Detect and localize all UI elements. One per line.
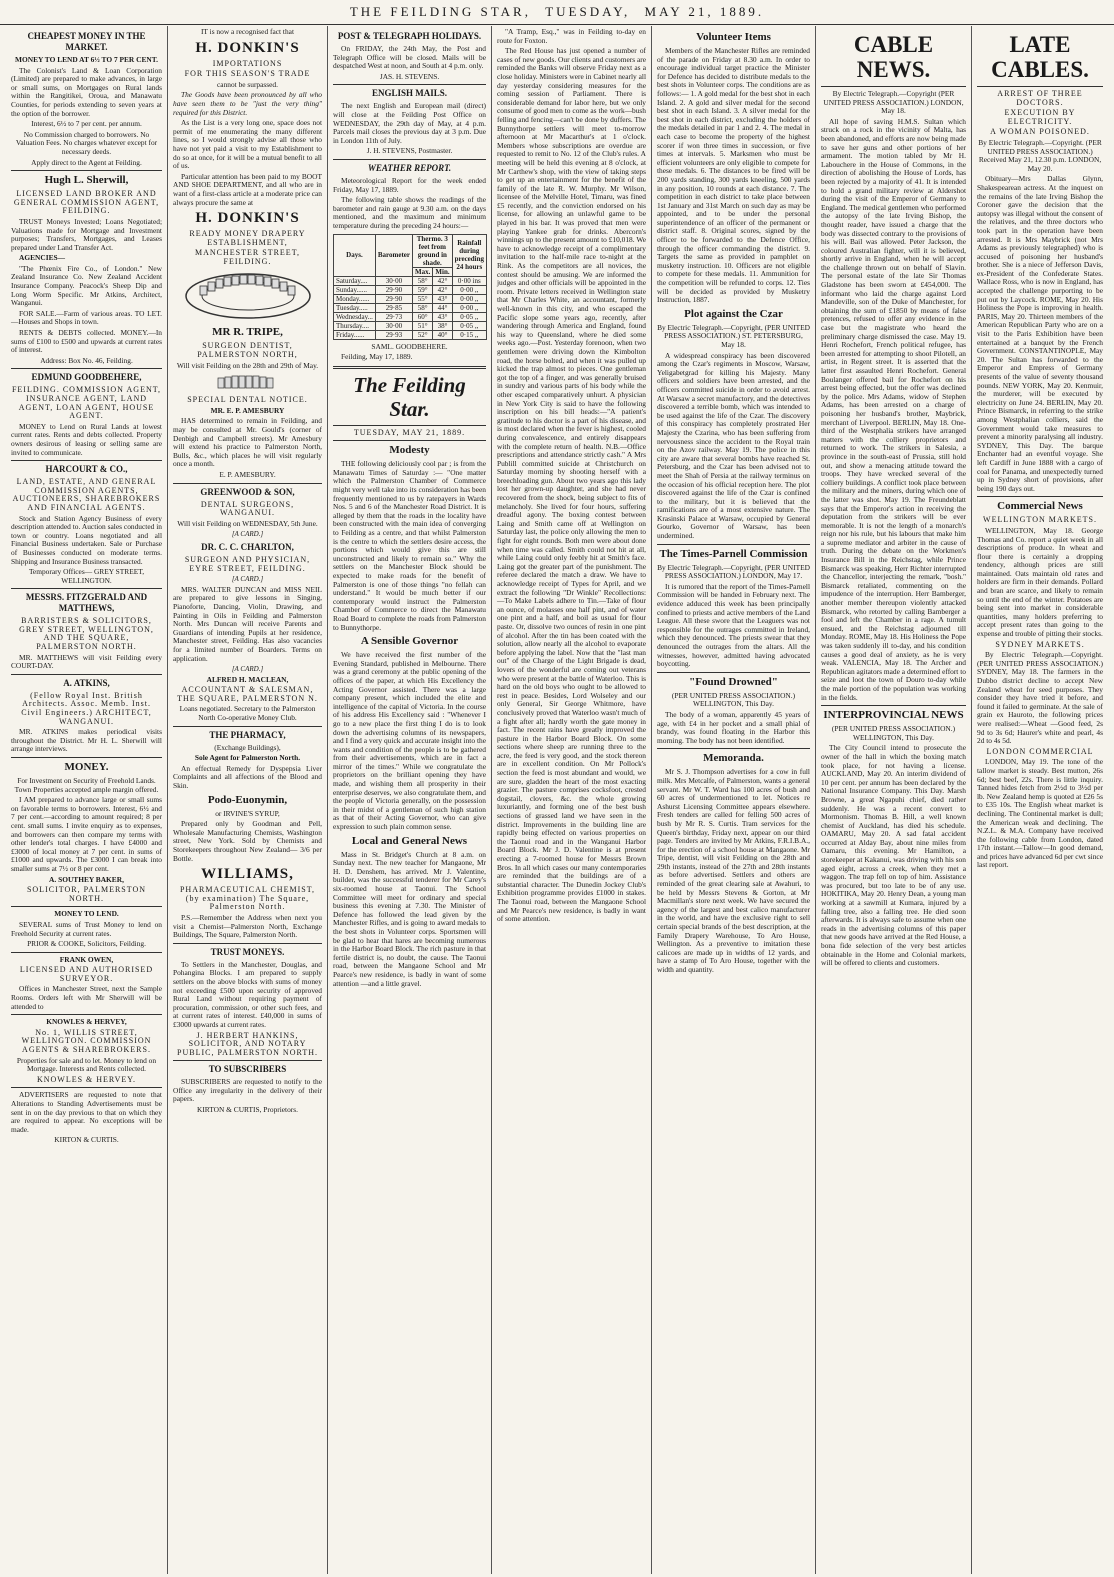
williams-name: WILLIAMS,: [201, 866, 294, 883]
czar-body: A widespread conspiracy has been discovered among the Czar's regiments in Moscow, Warsaw, Yeligabetgrad for killing his Majesty. Many officers and soldiers have been arrested, and the officers committed suicide in order to avoid arrest. At Warsaw a secret manufactory, and the detectives discovered a terrible bomb, which was intended to be used against the life of the Czar. The discovery of this conspiracy has completely prostrated Her Majesty the Czarina, who has been suffering from nervousness since the accident to the Royal train on the Azov railway. May 19. The police in this city are aware that several bombs have reached St. Petersburg, and the Czar has been advised not to meet the Shah of Persia at the railway terminus on the occasion of his official reception here. The plot discovered against the life of the Czar is confined to the military, but it is believed that the ramifications are of a most extensive nature. The Krasinski Palace at Warsaw, occupied by General Gourko, Governor of Warsaw, has been undermined.: [657, 350, 810, 541]
podo-body: Prepared only by Goodman and Pell, Wholesale Manufacturing Chemists, Washington street, New York. Sold by Chemists and Storekeepers throughout New Zealand— 3/6 per Bottle.: [173, 819, 322, 863]
knowles-name: KNOWLES & HERVEY,: [46, 1017, 127, 1027]
drowned-body: The body of a woman, apparently 45 years of age, with £4 in her pocket and a small phial of brandy, was found floating in the Harbor this morning. The body has not been identified.: [657, 709, 810, 745]
card-label-1: [A CARD.]: [231, 530, 264, 539]
late-sub-1: ARREST OF THREE DOCTORS.: [997, 89, 1083, 107]
harcourt-body: Stock and Station Agency Business of every description attended to. Auction sales conducted in town or country. Loans negotiated and all Financial Business undertaken. Sale or Purchase of Businesses conducted on moderate terms. Shipping and Insurance Business transacted.: [11, 513, 162, 566]
pharmacy-agent: Sole Agent for Palmerston North.: [194, 753, 301, 763]
local-news-continued: The Red House has just opened a number of cases of new goods. Our clients and customers are reminded the Banks will observe Friday next as a close holiday. Ministers were in Cabinet nearly all day yesterday considering measures for the coming session of Parliament. There is considerable demand for labor here, but we only consume of good men to come as the work—bush felling and fencing—can't be done by duffers. The Bunnythorpe settlers will meet to-morrow afternoon at Mr Macarthur's at 1 o'clock. Members whose subscriptions are overdue are requested to remit to No. 12 of the Club's rules. A meeting will be held this evening at 8 o'clock, at Mr Carthew's shop, with the view of taking steps to get up an entertainment for the benefit of the family of the late R. W. Murphy. Mr Wilson, licensee of the Melville Hotel, Timaru, was fined £5 recently, and the conviction endorsed on his license, for allowing an unlawful game to be played in his bar. It was proved that men were playing Yankee grab for drinks. Abercorn's winnings up to the present amount to £10,018. We have to acknowledge receipt of a complimentary invitation to the half-mile race to-night at the Rink. As the competitors are all novices, the contest should be amusing. We are informed the judges and other officials will be appointed in the room. Private letters received in Wellington state that Mr Charles White, an accountant, formerly well-known in this city, and who escaped the Pacific slope some years ago, recently, after wandering through America and England, found his way to Queensland, where he died some weeks ago.—Post. Yesterday forenoon, when two gentlemen were driving down the Kimbolton road, the horse bolted, and when it was pulled up kicked the trap almost to pieces. One gentleman got the top of a finger, and was generally bruised in sundry and various parts of his body while the other escaped comparatively unhurt. A physician in New York City is said to have the following inscription on his bill heads:—"A patient's gratitude to his doctor is a part of his disease, and is most declared when the fever is highest, cooled during convalescence, and entirely disappears with the complete return of health. N.B.—Office prescriptions and attendance strictly cash." A Mrs Publill committed suicide at Christchurch on Saturday morning by shooting herself with a breechloading gun. About two years ago this lady lost her grown-up daughter, and she had never recovered from the shock, being subject to fits of melancholy. She lived for four hours, suffering dreadful agony. The boxing contest between Laing and Smith came off at Wellington on Saturday last, the police only allowing the men to fight for eight rounds. Both men were about done when time was called. Smith could not hit at all, while Laing could only feebly hit at Smith's face. Laing got the greater part of the punishment. The referee declared the match a draw. We have to acknowledge receipt of Types for April, and we extract the following "Dr Winkle" Recollections:—To Make Labels adhere to Tin.—Take of flour an ounce, of molasses one half pint, and of water one pint and a half, and boil as usual for flour paste. Or, dissolve two ounces of resin in one pint of alcohol. After the tin has been coated with the solution, allow nearly all the alcohol to evaporate before applying the label. Now that the "last man out" of the Charge of the Light Brigade is dead, lovers of the wonderful are coming out veterans who were present at the battle of Waterloo. This is hard on the old boys who ought to be allowed to rest in peace. Besides, Lord Wolseley and our only General, Sir George Whitmore, have conclusively proved that Waterloo wasn't much of a fight after all; hardly worth the gate money in fact. The recent rains have greatly improved the pasture in the Harbor Board Block. On some sections where sheep are running three to the acre, the feed is very good, and the stock thereon are in excellent condition. On Mr Pollock's section the feed is most abundant and would, we are sure, gladden the heart of the most exacting grazier. The pasture comprises cocksfoot, crested dogstail, clovers, &c. the whole growing luxuriantly, and forming one of the best bush sections of grassed land we have seen in the district. Improvements in the building line are rapidly being effected on various properties on the Taonui road and in the Wanganui Harbor Board Block. Mr J. D. Valentine is at present erecting a 7-roomed house for Messrs Brown Bros. In all which cases our many contemporaries are reminded that the buildings are of a substantial character. The Dunedin Jockey Club's Exhibition programme provides £1000 in stakes. The Taonui road, between the Mangaone School and Mr Pearce's new residence, is badly in want of some attention.: [497, 46, 646, 924]
volunteer-title: Volunteer Items: [696, 31, 771, 43]
weather-cell: Saturday....: [334, 276, 376, 285]
teeth-small-illustration: [213, 374, 283, 392]
agencies-list: "The Phœnix Fire Co., of London." New Zealand Insurance Co. New Zealand Accident Insurance Company. Peacock's Sheep Dip and Long Worm Specific. Mr Atkins, Architect, Wanganui.: [11, 263, 162, 308]
modesty-body: THE following deliciously cool par ; is from the Manawatu Times of Saturday :— "One matter which the Palmerston Chamber of Commerce might very well take into its consideration has been frequently mentioned to us by ratepayers in Wards Nos. 5 and 6 of the Manchester Road District. It is alleged by them that the roads in the locality have been constructed with the main idea of converging to Feilding as a centre, and that whilst Palmerston is the centre to which the settlers desire access, the portions which would give this are still unconstructed and likely to remain so." Why the settlers on the Manchester Block should be expected to make roads for the benefit of Palmerston is one of those things "no fellah can understand." It would be much better if our contemporary would instruct the Palmerston Chamber of Commerce to direct the Manawatu Road Board to complete the roads from Palmerston to Bunnythorpe.: [333, 459, 486, 632]
weather-cell: 29·85: [375, 303, 412, 312]
cable-body: All hope of saving H.M.S. Sultan which struck on a rock in the vicinity of Malta, has been abandoned, and efforts are now being made to save her guns and other portions of her armament. The motion tabled by Mr H. Labouchere in the House of Commons, in the direction of abolishing the House of Lords, has been rejected by a majority of 41. It is intended to hold a grand military review at Aldershot during the visit of the Emperor of Germany to England. The medical gentlemen who performed the autopsy of the late Irving Bishop, the thought reader, have issued a charge that the body was dissected contrary to the provisions of his will. Bail was allowed. Peter Jackson, the coloured Australian fighter, will it is believed, shortly arrive in England, when he will accept the challenge thrown out on behalf of Slavin. The personal estate of the late Sir Thomas Gladstone has been sworn at £454,000. The informant who laid the charge against Lord Mandeville, son of the Duke of Manchester, for obtaining the sum of £1850 by means of false pretences, refused to offer any evidence in the case but the magistrate who heard the preliminary charge dismissed the case. May 19. Henri Rochefort, French political refugee, has been arrested for attempting to shoot Pilotell, an artist, in Regent street. It is asserted that the latter first assaulted Henri Rochefort. General Boulanger offered bail for Rochefort on his arrest being effected, but the offer was declined by the police. Mrs Adams, widow of Stephen Adams, has been arrested on a charge of poisoning her husband's brother, Maybrick, merchant of Liverpool. BERLIN, May 18. One-third of the Westphalia strikers have arranged matters with the colliery proprietors and returned to work. The strikers in Salesia, a province in the south-east of Prussia, still hold out, and show a menacing attitude toward the troops. They have wrecked several of the colliery buildings. A conflict took place between the military and the miners, during which one of the latter was shot. May 19. The Freundeblatt says that the Emperor's action in receiving the deputation from the strikers will be ever memorable. It is not the length of a monarch's reign nor his rule, but his labours that make him a supreme mediator and arbiter in the cause of truth. During the debate on the Workmen's Insurance Bill in the Reichstag, while Prince Bismarck was speaking, Herr Richter interrupted the Chancellor, interjecting the remark, "bosh." Bismarck retaliated, commenting on the impudence of the interruption. Herr Bamberger, another member thereupon violently attacked Bismarck, who retorted by calling Bamberger a fool and left the Chamber in a rage. A tumult ensued, and the Reichstag adjourned till Monday. ROME, May 18. His Holiness the Pope was taken suddenly ill to-day, and his condition causes a good deal of anxiety, as he is very weak. VALENCIA, May 18. The Archer and Republican agitators made a determined effort to seize and loot the town of Douro to-day while the male portion of the population was working in the fields.: [821, 116, 966, 702]
weather-cell: 38°: [433, 321, 452, 330]
knowles-body: Properties for sale and to let. Money to lend on Mortgage. Interests and Rents collected.: [16, 1055, 157, 1074]
weather-cell: 30·00: [375, 276, 412, 285]
sherwill-name: Hugh L. Sherwill,: [44, 174, 129, 187]
podo-by: or IRVINE'S SYRUP,: [215, 808, 280, 818]
weather-cell: 0·05 ,,: [452, 312, 486, 321]
weather-cell: 40°: [433, 330, 452, 339]
memoranda-title: Memoranda.: [703, 752, 764, 765]
for-sale: FOR SALE.—Farm of various areas. TO LET.—Houses and Shops in town.: [11, 308, 162, 327]
mails-title: ENGLISH MAILS.: [371, 88, 448, 99]
charlton-name: DR. C. C. CHARLTON,: [201, 541, 294, 552]
holidays-body: On FRIDAY, the 24th May, the Post and Telegraph Office will be closed. Mails will be despatched West at noon, and South at 4 p.m. only.: [333, 44, 486, 71]
sherwill-role: LICENSED LAND BROKER AND GENERAL COMMISSION AGENT, FEILDING.: [13, 189, 160, 216]
weather-cell: 59°: [413, 285, 433, 294]
late-sub-2: EXECUTION BY ELECTRICITY.: [1004, 108, 1076, 126]
ad-interest: Interest, 6½ to 7 per cent. per annum.: [31, 119, 142, 129]
weather-cell: 0·00 ,,: [452, 303, 486, 312]
column-5: [652, 26, 816, 1574]
weather-cell: 60°: [413, 312, 433, 321]
maclean-role: ACCOUNTANT & SALESMAN, THE SQUARE, PALMERSTON N.: [177, 685, 318, 703]
prior-cooke: PRIOR & COOKE, Solicitors, Feilding.: [27, 939, 146, 949]
late-body: Obituary—Mrs Dallas Glynn, Shakespearean actress. At the inquest on the remains of the late Irving Bishop the Coroner gave the decision that the autopsy was illegal without the consent of the relatives, and the three doctors who took part in the operation have been arrested. It is Mrs Maybrick (not Mrs Adams as previously telegraphed) who is accused of poisoning her husband's brother. She is a niece of Jefferson Davis, ex-President of the Confederate States. Wallace Ross, who is now in England, has accepted the challenge purporting to be put out by Laycock. ROME, May 20. His Holiness the Pope is improving in health. PARIS, May 20. Thirteen members of the American Republican Party who are on a visit to the Paris Exhibition have been entertained at a banquet by the French Government. CONSTANTINOPLE, May 20. The Sultan has forwarded to the Emperor and Empress of Germany presents of the value of seventy thousand pounds. NEW YORK, May 20. Kenmuir, the murderer, will be executed by electricity on June 24. BERLIN, May 20. Prince Bismarck, in referring to the strike among Westphalian colliers, said the Government would take measures to prevent a minority paralysing all industry. SYDNEY, This Day. The barque Enchanter had an eventful voyage. She left Cardiff in June 1888 with a cargo of coal for Panama, and unexpectedly turned up in Sydney short of provisions, after being 190 days out.: [977, 174, 1103, 493]
late-cables-title: LATE CABLES.: [991, 32, 1089, 82]
hankins: J. HERBERT HANKINS, SOLICITOR, AND NOTARY PUBLIC, PALMERSTON NORTH.: [177, 1030, 318, 1057]
owen-name: FRANK OWEN,: [59, 954, 114, 964]
interprovincial-body: The City Council intend to prosecute the owner of the hall in which the boxing match took place, for not having a license. AUCKLAND, May 20. An interim dividend of 10 per cent. per annum has been declared by the National Insurance Company. This Day. Marsh Browne, a great Ngapuhi chief, died rather suddenly. He was a recent convert to Mormonism. Thomas B. Hill, a well known chemist of Auckland, has died his schedule. OAMARU, May 20. A sad fatal accident occurred at Alday Bay, about nine miles from Oamaru, this evening. Mr Hamilton, a storekeeper at Kakanui, was driving with his son aged eight, across a creek, when they met a waggon. The trap fell on top of him. Assistance was procured, but too late to be of any use. HOKITIKA, May 20. Henry Dean, a young man working at a sawmill at Kumara, injured by a falling tree, also a falling tree. He died soon afterwards. It is always safe to assume when one reads in the advertising columns of this paper that new goods have arrived at the Red House, a bona fide selection of the very best articles obtainable in the Home and Colonial markets, will be offered to clients and customers.: [821, 743, 966, 968]
weather-table: [333, 234, 487, 340]
column-2: [168, 26, 328, 1574]
weather-cell: 58°: [413, 303, 433, 312]
parnell-title: The Times-Parnell Commission: [659, 547, 808, 560]
ad-subtitle: MONEY TO LEND AT 6½ TO 7 PER CENT.: [15, 55, 158, 64]
kirton-curtis: KIRTON & CURTIS.: [54, 1135, 119, 1145]
holidays-title: POST & TELEGRAPH HOLIDAYS.: [337, 31, 482, 41]
column-4: [492, 26, 652, 1574]
late-sub-3: A WOMAN POISONED.: [990, 127, 1090, 137]
fitzgerald-role: BARRISTERS & SOLICITORS, GREY STREET, WELLINGTON, AND THE SQUARE, PALMERSTON NORTH.: [19, 616, 154, 652]
williams-role: PHARMACEUTICAL CHEMIST, (by examination) The Square, Palmerston North.: [179, 885, 315, 912]
weather-cell: Friday......: [334, 330, 376, 339]
interprovincial-head: (PER UNITED PRESS ASSOCIATION.) WELLINGTON, This Day.: [831, 724, 956, 742]
harcourt-role: LAND, ESTATE, AND GENERAL COMMISSION AGENTS, AUCTIONEERS, SHAREBROKERS AND FINANCIAL AGENTS.: [12, 477, 161, 512]
knowles-role: No. 1, WILLIS STREET, WELLINGTON. COMMISSION AGENTS & SHAREBROKERS.: [21, 1027, 152, 1055]
trust-title: TRUST MONEYS.: [210, 946, 285, 957]
column-6: [816, 26, 972, 1574]
mails-body: The next English and European mail (direct) will close at the Feilding Post Office on WEDNESDAY, the 29th day of May, at 4 p.m. Parcels mail closes the previous day at 3 p.m. Due in London 11th of July.: [333, 101, 486, 145]
memoranda-body: Mr S. J. Thompson advertises for a cow in full milk. Mrs Metcalfe, of Palmerston, wants a general servant. Mr W. T. Ward has 100 acres of bush and 60 acres of undermentioned to let. Notices re Ashurst Licensing Committee appears elsewhere. Fresh tenders are called for felling 500 acres of bush by Mr R. S. Curtis. Tram services for the Queen's birthday, Friday next, appear on our third page. Tenders are invited by Mr Atkins, F.R.I.B.A., for the erection of a school house at Mangaone. Mr Tripe, dentist, will visit Feilding on the 28th and 29th instants, instead of the 27th and 28th instants as before advertised. Settlers and others are reminded of the great clearing sale at Awahuri, to be held by Messrs Stevens & Gorton, at Mr Macmillan's store next week. We have secured the agency of the largest and best calico manufacturer in the world, and have the exclusive right to sell certain special brands of the best description, at the Family Drapery Warehouse, To Aro House, Wellington. As a preventive to imitation these calicoes are made up in widths of 12 yards, and have a stamp of To Aro House, together with the width and quantity.: [657, 767, 810, 974]
owen-body: Offices in Manchester Street, next the Sample Rooms. Orders left with Mr Sherwill will be attended to: [11, 984, 162, 1011]
weather-cell: 29·93: [375, 330, 412, 339]
weather-cell: 29·90: [375, 294, 412, 303]
cable-title: CABLE NEWS.: [853, 32, 934, 82]
knowles-foot: KNOWLES & HERVEY.: [36, 1074, 137, 1084]
column-1: [6, 26, 168, 1574]
money-body: For Investment on Security of Freehold Lands. Town Properties accepted ample margin offered.: [14, 776, 159, 794]
donkin-address: MANCHESTER STREET, FEILDING.: [195, 248, 300, 266]
dentures-illustration: [178, 270, 318, 322]
trust-body: To Settlers in the Manchester, Douglas, and Pohangina Blocks. I am prepared to supply settlers on the above blocks with sums of money not exceeding £500 upon security of approved Rural Land without requiring payment of procuration, commission, or other such fees, and at current rates of interest. £40,000 in sums of £3000 upwards at current rates.: [173, 959, 322, 1029]
matthews-visit: MR. MATTHEWS will visit Feilding every COURT-DAY.: [11, 652, 162, 671]
weather-cell: 29·73: [375, 312, 412, 321]
goodbehere-body: MONEY to Lend on Rural Lands at lowest current rates. Rents and debts collected. Property owners desirous of leasing or selling same are invited to communicate.: [11, 421, 162, 457]
baker-name: A. SOUTHEY BAKER,: [49, 874, 124, 884]
volunteer-body: Members of the Manchester Rifles are reminded of the parade on Friday at 8.30 a.m. In order to encourage individual target practice the Minister for Defence has decided to distribute medals to the best shots in Volunteer corps. The conditions are as follows:— 1. A gold medal for the best shot in each Island. 2. A gold and silver medal for the second best shot in each Island. 3. A silver medal for the best shot in each district, excluding the holders of the medals detailed in par 1 and 2. 4. The medal in each case to become the property of the highest scorer if won three times in succession, or five times at intervals. 5. Marksmen who must be efficient volunteers are only eligible to compete for these medals. 6. The distances to be fired will be 200 yards standing, 300 yards kneeling, 500 yards in any position, 10 rounds at each distance. 7. The competition in each district to take place between 1st January and 31st March on such day as may be appointed, and to be under the personal superintendence of an officer of the permanent or district staff. 8. Original scores, signed by the officer to be forwarded to the Defence Office, through the officer commanding the district. 9. Targets the same as provided in pamphlet on musketry instruction. 10. Officers are not eligible to compete for these medals. 11. Ammunition for the competition will be refunded to corps. 12. Ties will be decided as provided by Musketry Instruction, 1887.: [657, 46, 810, 305]
fitzgerald-name: MESSRS. FITZGERALD AND MATTHEWS,: [25, 592, 148, 614]
donkin-title: H. DONKIN'S: [195, 39, 300, 56]
owen-role: LICENSED AND AUTHORISED SURVEYOR.: [19, 965, 154, 983]
weather-title: WEATHER REPORT.: [367, 162, 452, 173]
paper-date: TUESDAY, MAY 21, 1889.: [353, 427, 466, 437]
weather-cell: 0·00 ,,: [452, 285, 486, 294]
weather-cell: Monday......: [334, 294, 376, 303]
weather-header-barometer: Barometer: [375, 234, 412, 276]
subscribers-body: SUBSCRIBERS are requested to notify to the Office any irregularity in the delivery of their papers.: [173, 1077, 322, 1104]
commercial-title: Commercial News: [997, 500, 1083, 513]
governor-body: We have received the first number of the Evening Standard, published in Melbourne. There was a grand ceremony at the public opening of the offices of the paper, at which His Excellency the Acting Governor assisted. There was a large company present, which included the elite and intelligence of the capital of Victoria. In the course of his address His Excellency said : "Whenever I go to a new place the first thing I do is to look down the advertising columns of its newspapers, and I find a very quick and accurate insight into the wants and condition of the people is to be gathered from their advertisements, which are in fact a mirror of the times." While we congratulate the proprietors on the brilliant opening they have made, and wishing them all prosperity in their enterprise deserves, we also congratulate them, and the people of Victoria generally, on the possession in their midst of a gentleman of such high station as that of their Acting Governor, who can give expression to such plain common sense.: [333, 650, 486, 832]
weather-cell: 0·00 ,,: [452, 294, 486, 303]
column-3: [328, 26, 492, 1574]
address: Address: Box No. 46, Feilding.: [40, 355, 133, 365]
donkin-ready: READY MONEY DRAPERY ESTABLISHMENT,: [189, 229, 306, 247]
weather-cell: Sunday......: [334, 285, 376, 294]
pharmacy-sub: (Exchange Buildings),: [214, 742, 281, 752]
parnell-head: By Electric Telegraph.—Copyright, (PER UNITED PRESS ASSOCIATION.) LONDON, May 17.: [657, 562, 810, 581]
weather-row: [334, 294, 487, 303]
ad-body: The Colonist's Land & Loan Corporation (Limited) are prepared to make advances, in large or small sums, on Mortgages on Rural lands within the Rangitikei, Oroua, and Manawatu Counties, for periods extending to seven years at the option of the borrower.: [11, 65, 162, 118]
goodbehere-name: EDMUND GOODBEHERE,: [31, 372, 142, 383]
weather-table-body: [334, 276, 487, 339]
maclean-name: ALFRED H. MACLEAN,: [206, 674, 289, 684]
card-label-2: [A CARD.]: [231, 575, 264, 584]
late-head: By Electric Telegraph.—Copyright. (PER UNITED PRESS ASSOCIATION.) Received May 21, 12.30 p.m. LONDON, May 20.: [978, 137, 1102, 173]
atkins-body: MR. ATKINS makes periodical visits throughout the District. Mr H. L. Sherwill will arrange interviews.: [11, 727, 162, 754]
sydney-markets-title: SYDNEY MARKETS.: [995, 639, 1085, 649]
rents: RENTS & DEBTS collected. MONEY.—In sums of £100 to £500 and upwards at current rates of interest.: [11, 328, 162, 355]
weather-cell: 42°: [433, 276, 452, 285]
drowned-title: "Found Drowned": [689, 675, 778, 688]
cable-head: By Electric Telegraph.—Copyright (PER UNITED PRESS ASSOCIATION.) LONDON, May 18.: [823, 89, 964, 116]
london-commercial-title: LONDON COMMERCIAL: [986, 746, 1094, 756]
parnell-body: It is rumored that the report of the Times-Parnell Commission will be handed in February next. The evidence adduced this week has been principally confined to priests and active members of the Land League. All these swore that the Leaguers was not responsible for the outrages committed in Ireland, which they denounced. The priests swear that they denounced the outrages from the altars. All the witnesses, however, admitted having advocated boycotting.: [657, 581, 810, 669]
money-body-2: I AM prepared to advance large or small sums on favorable terms to borrowers. Interest, 6½ and 7 per cent.—according to amount required; 8 per cent. small sums. I invite enquiry as to expenses, and borrowers can then compare my terms with other lender's total charges. I have £4000 and £3000 of local money at 7 per cent. in sums of £1000 and upwards. The £3000 I can break into smaller sums at 7½ or 8 per cent.: [11, 795, 162, 873]
harcourt-name: HARCOURT & CO.,: [45, 464, 128, 475]
weather-body: The following table shows the readings of the barometer and rain gauge at 9.30 a.m. on the days mentioned, and the maximum and minimum temperature during the preceding 24 hours:—: [333, 195, 486, 230]
weather-row: [334, 321, 487, 330]
donkin-particular: Particular attention has been paid to my BOOT AND SHOE DEPARTMENT, and all who are in want of a first-class article at a moderate price can always procure the same at: [173, 171, 322, 207]
charlton-role: SURGEON AND PHYSICIAN, EYRE STREET, FEILDING.: [184, 554, 311, 573]
ad-notes: No Commission charged to borrowers. No Valuation Fees. No charges whatever except for necessary deeds.: [15, 129, 158, 156]
governor-title: A Sensible Governor: [360, 635, 459, 648]
weather-header-max: Max.: [413, 267, 433, 276]
weather-cell: 43°: [433, 294, 452, 303]
pharmacy-title: THE PHARMACY,: [209, 729, 286, 740]
weather-sig: SAML. GOODBEHERE.: [371, 341, 448, 351]
ad-title: CHEAPEST MONEY IN THE MARKET.: [27, 31, 146, 52]
money-title: MONEY.: [64, 761, 109, 773]
atkins-role: (Fellow Royal Inst. British Architects. Assoc. Memb. Inst. Civil Engineers.) ARCHITECT, WANGANUI.: [21, 690, 152, 726]
czar-title: Plot against the Czar: [684, 307, 783, 320]
local-title: Local and General News: [351, 834, 468, 847]
tramp-item: "A Tramp, Esq.," was in Feilding to-day en route for Foxton.: [497, 27, 646, 45]
amesbury-sig: E. P. AMESBURY.: [219, 470, 276, 479]
weather-cell: 0·05 ,,: [452, 321, 486, 330]
wellington-markets-body: WELLINGTON, May 18. George Thomas and Co. report a quiet week in all descriptions of produce. In wheat and flour there is certainly a dropping tendency, although prices are still maintained. Oats maintain old rates and holders are firm in their demands. Pollard and bran are scarce, and likely to remain so until the end of the winter. Potatoes are being sent into market in considerable quantities, many holders preferring to accept present rates than going to the expense and trouble of pitting their stocks.: [977, 525, 1103, 639]
tripe-body: Will visit Feilding on the 28th and 29th of May.: [176, 360, 319, 370]
donkin-title-2: H. DONKIN'S: [195, 210, 300, 227]
weather-cell: Tuesday.....: [334, 303, 376, 312]
ad-apply: Apply direct to the Agent at Feilding.: [31, 157, 142, 167]
weather-cell: Thursday....: [334, 321, 376, 330]
proprietors: KIRTON & CURTIS, Proprietors.: [196, 1105, 298, 1115]
drowned-head: (PER UNITED PRESS ASSOCIATION.) WELLINGTON, This Day.: [671, 690, 796, 709]
advertisers-notice: ADVERTISERS are requested to note that Alterations to Standing Advertisements must be sent in on the day previous to that on which they are required to appear. No exceptions will be made.: [11, 1090, 162, 1134]
weather-date: Feilding, May 17, 1889.: [341, 352, 413, 362]
goodbehere-role: FEILDING. COMMISSION AGENT, INSURANCE AGENT, LAND AGENT, LOAN AGENT, HOUSE AGENT.: [11, 385, 162, 421]
weather-row: [334, 285, 487, 294]
czar-head: By Electric Telegraph.—Copyright, (PER UNITED PRESS ASSOCIATION.) ST. PETERSBURG, May 18.: [657, 322, 810, 349]
sydney-markets-body: By Electric Telegraph.—Copyright. (PER UNITED PRESS ASSOCIATION.) SYDNEY, May 18. The farmers in the Dubbo district decline to accept New Zealand wheat for seed purposes. They consider they have tried it before, and found it failed to germinate. At the sale of grain ex Hauroto, the following prices were realised:—Wheat —Good feed, 2s 9d to 3s 6d; Haurer's white and pearl, 4s 2d to 4s 5d.: [977, 650, 1103, 746]
greenwood-body: Will visit Feilding on WEDNESDAY, 5th June.: [177, 518, 318, 528]
weather-cell: 29·90: [375, 285, 412, 294]
tripe-name: MR R. TRIPE,: [212, 326, 283, 339]
sherwill-body: TRUST Moneys Invested; Loans Negotiated; Valuations made for Mortgage and Investment purposes; Transfers, Mortgages, and Leases prepared under Land Transfer Act.: [11, 216, 162, 252]
local-body: Mass in St. Bridget's Church at 8 a.m. on Sunday next. The new teacher for Mangaone, Mr H. D. Denshem, has arrived. Mr J. Valentine, builder, was the successful tenderer for Mr Carey's six-roomed house at Taonui. The School Committee will meet for ordinary and special business this evening at 7.30. The Minister of Defence has followed the lead given by the Manchester Rifles, and is going to award medals to the best shots in Volunteer corps. Sportsmen will be glad to hear that hares are becoming numerous in the Harbor Board Block. The rich pasture in that fertile district is, no doubt, the cause. The Taonui road, between the Mangaone School and Mr Pearce's new residence, is badly in want of some attention —and a little gravel.: [333, 849, 486, 988]
weather-cell: 0·15 ,,: [452, 330, 486, 339]
masthead-date: MAY 21, 1889.: [644, 4, 765, 19]
weather-row: [334, 276, 487, 285]
weather-header-days: Days.: [334, 234, 376, 276]
weather-cell: 44°: [433, 303, 452, 312]
card-label-3: [A CARD.]: [231, 665, 264, 674]
weather-header-min: Min.: [433, 267, 452, 276]
wellington-markets-title: WELLINGTON MARKETS.: [983, 515, 1097, 525]
donkin-importations: IMPORTATIONS: [212, 58, 283, 68]
weather-header-rain: Rainfall during preceding 24 hours: [452, 234, 486, 276]
pharmacy-body: An effectual Remedy for Dyspepsia Liver Complaints and all affections of the Blood and Skin.: [173, 763, 322, 791]
baker-role: SOLICITOR, PALMERSTON NORTH.: [26, 885, 147, 903]
money-lend: MONEY TO LEND.: [54, 909, 119, 919]
duncan-body: MRS. WALTER DUNCAN and MISS NEIL are prepared to give lessons in Singing, Pianoforte, Dancing, Violin, Drawing, and Painting in Oils in Feilding and Palmerston North. Mrs Duncan will receive Parents and Guardians of intending Pupils at her residence, Manchester street, Feilding. Has also vacancies for a limited number of Boarders. Terms on application.: [173, 584, 322, 663]
several-sums: SEVERAL sums of Trust Money to lend on Freehold Security at current rates.: [11, 919, 162, 938]
weather-row: [334, 303, 487, 312]
tripe-role: SURGEON DENTIST, PALMERSTON NORTH,: [197, 341, 298, 360]
donkin-season: FOR THIS SEASON'S TRADE: [184, 69, 311, 79]
weather-cell: 55°: [413, 294, 433, 303]
weather-cell: 52°: [413, 330, 433, 339]
modesty-title: Modesty: [389, 444, 430, 457]
atkins-name: A. ATKINS,: [63, 677, 110, 688]
weather-cell: 0·00 ins: [452, 276, 486, 285]
mails-sig: J. H. STEVENS, Postmaster.: [366, 146, 453, 156]
greenwood-role: DENTAL SURGEONS, WANGANUI.: [200, 499, 295, 518]
weather-row: [334, 330, 487, 339]
weather-cell: 42°: [433, 285, 452, 294]
greenwood-name: GREENWOOD & SON,: [200, 486, 295, 497]
weather-cell: 58°: [413, 276, 433, 285]
weather-cell: Wednesday...: [334, 312, 376, 321]
donkin-cannot: cannot be surpassed.: [217, 79, 278, 89]
donkin-intro: IT is now a recognised fact that: [200, 27, 295, 36]
masthead: [0, 0, 1114, 25]
weather-intro: Meteorological Report for the week ended Friday, May 17, 1889.: [333, 175, 486, 194]
williams-body: P.S.—Remember the Address when next you visit a Chemist—Palmerston North, Exchange Buildings, The Square, Palmerston North.: [173, 912, 322, 940]
column-7: [972, 26, 1108, 1574]
subscribers-title: TO SUBSCRIBERS: [208, 1064, 287, 1075]
interprovincial-title: INTERPROVINCIAL NEWS: [823, 709, 964, 722]
donkin-list: As the List is a very long one, space does not permit of me enumerating the many different lines, so I would strongly advise all those who have not yet paid a visit to my Establishment to do so at once, for it will be a mutual benefit to all of us.: [173, 118, 322, 171]
donkin-goods: The Goods have been pronounced by all who have seen them to be "just the very thing" required for this District.: [173, 90, 322, 117]
holidays-sig: JAS. H. STEVENS.: [379, 71, 440, 81]
weather-header-thermo: Thermo. 3 feet from ground in shade.: [413, 234, 453, 267]
weather-cell: 30·00: [375, 321, 412, 330]
amesbury-name: MR. E. P. AMESBURY: [210, 405, 285, 415]
harcourt-office: Temporary Offices— GREY STREET, WELLINGTON.: [28, 567, 145, 585]
masthead-day: TUESDAY,: [545, 4, 631, 19]
maclean-body: Loans negotiated. Secretary to the Palmerston North Co-operative Money Club.: [179, 704, 316, 723]
london-commercial-body: LONDON, May 19. The tone of the tallow market is steady. Best mutton, 26s 6d; best beef, 22s. There is little inquiry. Tanned hides fetch from 2½d to 3½d per lb. New Zealand hemp is quoted at £26 5s to £35 10s. The English wheat market is declining. The Continental market is dull; the American weak and declining. The N.Z.L. & M.A. Company have received the following cable from London, dated 17th instant.—Tallow—In good demand, and prices have advanced 6d per cwt since last report.: [977, 757, 1103, 870]
amesbury-body: HAS determined to remain in Feilding, and may be consulted at Mr. Gould's (corner of Denbigh and Campbell streets). Mr Amesbury will extend his practice to Palmerston North, Bulls, &c., which places he will visit regularly once a month.: [173, 416, 322, 469]
agencies-title: AGENCIES—: [19, 253, 65, 263]
podo-title: Podo-Euonymin,: [207, 793, 288, 806]
weather-row: [334, 312, 487, 321]
dental-notice: SPECIAL DENTAL NOTICE.: [187, 395, 308, 405]
weather-cell: 43°: [433, 312, 452, 321]
masthead-paper: THE FEILDING STAR,: [349, 4, 531, 19]
paper-title: The Feilding Star.: [353, 372, 466, 421]
columns: [6, 26, 1108, 1574]
weather-cell: 51°: [413, 321, 433, 330]
